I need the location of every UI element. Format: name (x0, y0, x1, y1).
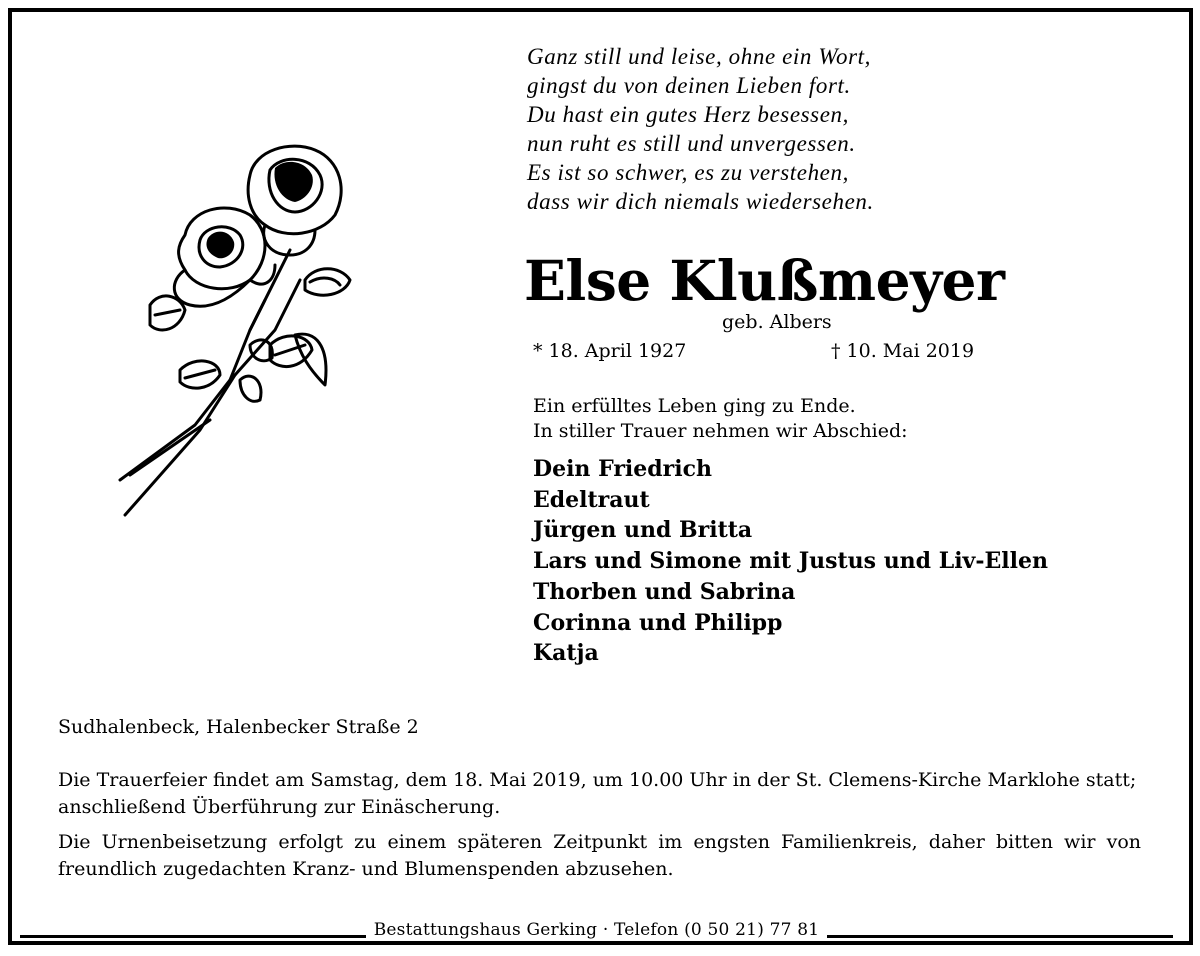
roses-icon (100, 130, 380, 530)
mourner: Thorben und Sabrina (533, 578, 796, 605)
address: Sudhalenbeck, Halenbecker Straße 2 (58, 716, 419, 738)
poem (527, 42, 1127, 216)
footer-rule-left (20, 935, 366, 938)
birth-date: * 18. April 1927 (533, 340, 687, 362)
maiden-name: geb. Albers (722, 311, 832, 333)
footer-rule-right (827, 935, 1173, 938)
deceased-name: Else Klußmeyer (524, 248, 1005, 313)
footer (20, 918, 1173, 942)
intro-line: In stiller Trauer nehmen wir Abschied: (533, 420, 908, 442)
intro-line: Ein erfülltes Leben ging zu Ende. (533, 395, 856, 417)
mourner: Corinna und Philipp (533, 609, 783, 636)
poem-line: Es ist so schwer, es zu verstehen, (527, 160, 849, 185)
footer-text: Bestattungshaus Gerking · Telefon (0 50 21) 77 81 (373, 920, 820, 940)
poem-line: nun ruht es still und unvergessen. (527, 131, 856, 156)
mourner: Dein Friedrich (533, 456, 712, 482)
mourner: Katja (533, 640, 599, 667)
mourner: Jürgen und Britta (533, 517, 753, 544)
poem-line: dass wir dich niemals wiedersehen. (527, 189, 874, 214)
urn-paragraph: Die Urnenbeisetzung erfolgt zu einem späteren Zeitpunkt im engsten Familienkreis, daher bitten wir von freundlich zugedachten Kranz- und Blumenspenden abzusehen. (58, 831, 1141, 880)
mourner: Edeltraut (533, 486, 650, 513)
death-date: † 10. Mai 2019 (831, 340, 975, 362)
poem-line: Ganz still und leise, ohne ein Wort, (527, 44, 872, 69)
funeral-paragraph: Die Trauerfeier findet am Samstag, dem 18. Mai 2019, um 10.00 Uhr in der St. Clemens-Kirche Marklohe statt; anschließend Überführung zur Einäscherung. (58, 769, 1137, 818)
intro-text (533, 394, 908, 444)
mourner: Lars und Simone mit Justus und Liv-Ellen (533, 548, 1048, 575)
poem-line: Du hast ein gutes Herz besessen, (527, 102, 849, 127)
poem-line: gingst du von deinen Lieben fort. (527, 73, 851, 98)
mourners-list (533, 454, 1048, 669)
